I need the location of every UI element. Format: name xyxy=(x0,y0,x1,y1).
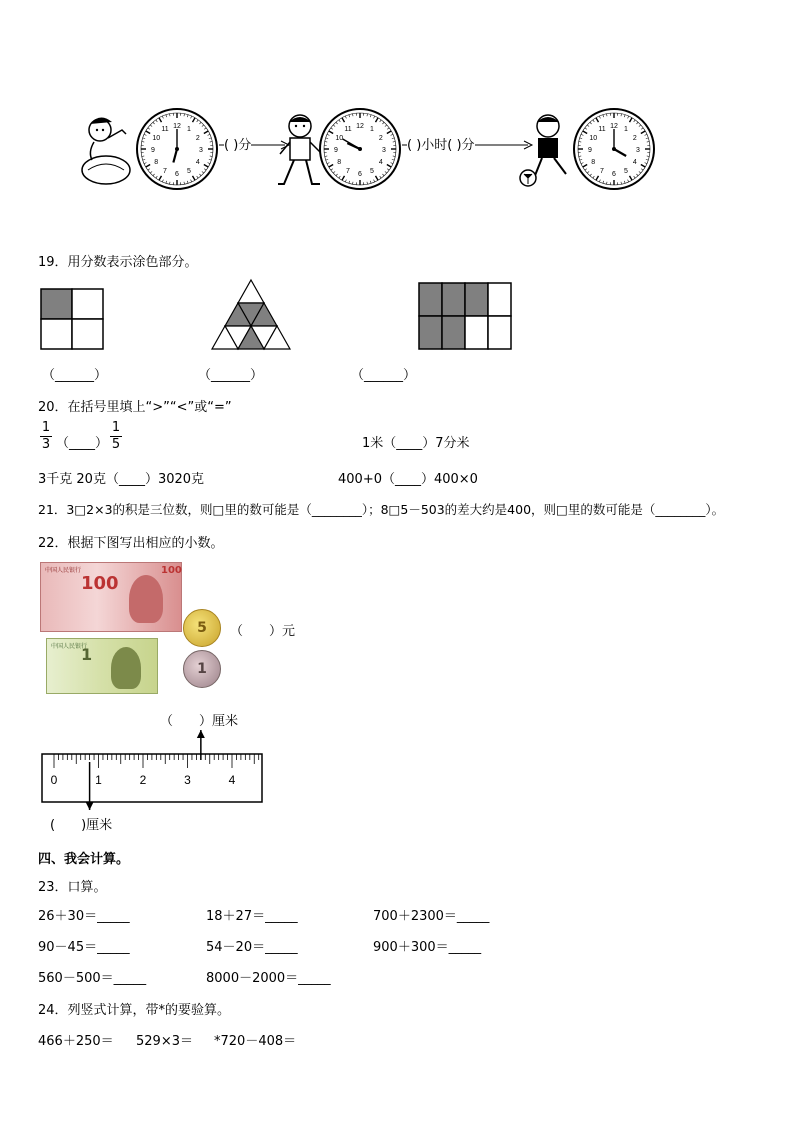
clock-number: 10 xyxy=(589,135,598,142)
clock-number: 8 xyxy=(154,159,159,166)
clock-number: 6 xyxy=(175,171,179,178)
q23-item[interactable]: 560－500＝_____ xyxy=(38,971,147,986)
clock-number: 5 xyxy=(370,167,374,175)
clock-number: 4 xyxy=(632,159,637,166)
gap2-label: ( )小时( )分 xyxy=(407,134,475,153)
clock-number: 12 xyxy=(610,123,618,130)
clock-number: 7 xyxy=(346,167,350,175)
boy-walking-illustration xyxy=(276,112,322,190)
frac2-numerator: 1 xyxy=(111,420,121,435)
q20-item-2[interactable]: 1米（____）7分米 xyxy=(362,436,470,451)
ruler-label: 1 xyxy=(95,773,102,787)
grid-cell xyxy=(442,283,465,316)
clock-number: 9 xyxy=(588,147,592,154)
clock-number: 2 xyxy=(378,135,383,142)
q20-blank-1[interactable]: （____） xyxy=(56,436,109,451)
ruler-bottom-blank[interactable]: ( )厘米 xyxy=(50,818,113,833)
clock-number: 5 xyxy=(187,167,191,175)
bank-name-100: 中国人民银行 xyxy=(45,567,82,574)
q20-item-4[interactable]: 400+0（____）400×0 xyxy=(338,472,478,487)
rectangle-fraction-figure xyxy=(418,282,512,350)
q24-item[interactable]: *720－408＝ xyxy=(214,1034,297,1049)
q23-title: 23．口算。 xyxy=(38,880,107,895)
gap1-label: ( )分 xyxy=(224,134,251,153)
grid-cell xyxy=(419,283,442,316)
fraction-one-fifth xyxy=(110,420,122,453)
ruler-label: 2 xyxy=(139,773,147,787)
banknote-1 xyxy=(46,638,158,694)
clock-number: 11 xyxy=(598,126,606,134)
q20-title: 20．在括号里填上“>”“<”或“=” xyxy=(38,400,232,415)
boy-football-illustration xyxy=(518,112,574,192)
q23-item[interactable]: 700＋2300＝_____ xyxy=(373,909,490,924)
q23-item[interactable]: 900＋300＝_____ xyxy=(373,940,482,955)
q22-title: 22．根据下图写出相应的小数。 xyxy=(38,536,224,551)
clock-number: 9 xyxy=(334,147,338,154)
clock-number: 3 xyxy=(636,147,640,154)
clock-number: 7 xyxy=(600,167,604,175)
grid-cell xyxy=(465,316,488,349)
frac2-denominator: 5 xyxy=(111,437,121,452)
clock-number: 3 xyxy=(199,147,203,154)
note-1-value: 1 xyxy=(81,645,93,664)
q24-title: 24．列竖式计算，带*的要验算。 xyxy=(38,1003,231,1018)
note-100-corner: 100 xyxy=(161,565,182,576)
clock-number: 10 xyxy=(335,135,344,142)
grid-cell xyxy=(442,316,465,349)
clock-face-3 xyxy=(572,107,656,191)
clock-number: 11 xyxy=(344,126,352,134)
clock-number: 8 xyxy=(337,159,342,166)
q19-answer-3[interactable]: （______） xyxy=(351,368,417,383)
ruler xyxy=(42,730,266,808)
clock-number: 10 xyxy=(152,135,161,142)
clock-number: 1 xyxy=(370,126,374,134)
clock-face-1 xyxy=(135,107,219,191)
q19-answer-2[interactable]: （______） xyxy=(198,368,264,383)
clock-number: 11 xyxy=(161,126,169,134)
clock-number: 2 xyxy=(632,135,637,142)
frac1-denominator: 3 xyxy=(41,437,51,452)
frac1-numerator: 1 xyxy=(41,420,51,435)
clock-number: 9 xyxy=(151,147,155,154)
q23-item[interactable]: 8000－2000＝_____ xyxy=(206,971,331,986)
banknote-100 xyxy=(40,562,182,632)
q21-text[interactable]: 21．3□2×3的积是三位数，则□里的数可能是（________）；8□5－503的差大约是400，则□里的数可能是（________）。 xyxy=(38,502,725,517)
fraction-one-third xyxy=(40,420,52,453)
portrait-1 xyxy=(111,647,141,689)
grid-cell xyxy=(488,316,511,349)
clock-face-2 xyxy=(318,107,402,191)
q23-item[interactable]: 18＋27＝_____ xyxy=(206,909,298,924)
q19-title: 19．用分数表示涂色部分。 xyxy=(38,255,198,270)
clock-number: 3 xyxy=(382,147,386,154)
triangle-fraction-figure xyxy=(212,279,290,351)
clock-number: 12 xyxy=(173,123,181,130)
clock-number: 6 xyxy=(358,171,362,178)
grid-cell xyxy=(488,283,511,316)
clock-number: 6 xyxy=(612,171,616,178)
section-4-title: 四、我会计算。 xyxy=(38,852,130,867)
clock-number: 4 xyxy=(378,159,383,166)
clock-number: 7 xyxy=(163,167,167,175)
clock-number: 4 xyxy=(195,159,200,166)
bank-name-1: 中国人民银行 xyxy=(51,643,88,650)
q24-item[interactable]: 529×3＝ xyxy=(136,1034,193,1049)
girl-waking-illustration xyxy=(78,108,134,188)
q23-item[interactable]: 54－20＝_____ xyxy=(206,940,298,955)
q20-item-3[interactable]: 3千克 20克（____）3020克 xyxy=(38,472,205,487)
clock-number: 1 xyxy=(187,126,191,134)
clock-number: 1 xyxy=(624,126,628,134)
ruler-top-blank[interactable]: （ ）厘米 xyxy=(160,714,239,729)
coin-1-jiao: 1 xyxy=(183,650,221,688)
q19-answer-1[interactable]: （______） xyxy=(42,368,108,383)
clock-number: 12 xyxy=(356,123,364,130)
q23-item[interactable]: 26＋30＝_____ xyxy=(38,909,130,924)
ruler-label: 4 xyxy=(228,773,236,787)
note-100-value: 100 xyxy=(81,573,119,594)
grid-cell xyxy=(465,283,488,316)
q23-item[interactable]: 90－45＝_____ xyxy=(38,940,130,955)
coin-5-jiao: 5 xyxy=(183,609,221,647)
clock-number: 5 xyxy=(624,167,628,175)
square-fraction-figure xyxy=(40,288,104,350)
clock-number: 8 xyxy=(591,159,596,166)
grid-cell xyxy=(419,316,442,349)
portrait-100 xyxy=(129,575,163,623)
ruler-label: 3 xyxy=(184,773,191,787)
ruler-label: 0 xyxy=(50,773,58,787)
money-answer-blank[interactable]: （ ）元 xyxy=(230,624,296,639)
q24-item[interactable]: 466＋250＝ xyxy=(38,1034,114,1049)
clock-number: 2 xyxy=(195,135,200,142)
